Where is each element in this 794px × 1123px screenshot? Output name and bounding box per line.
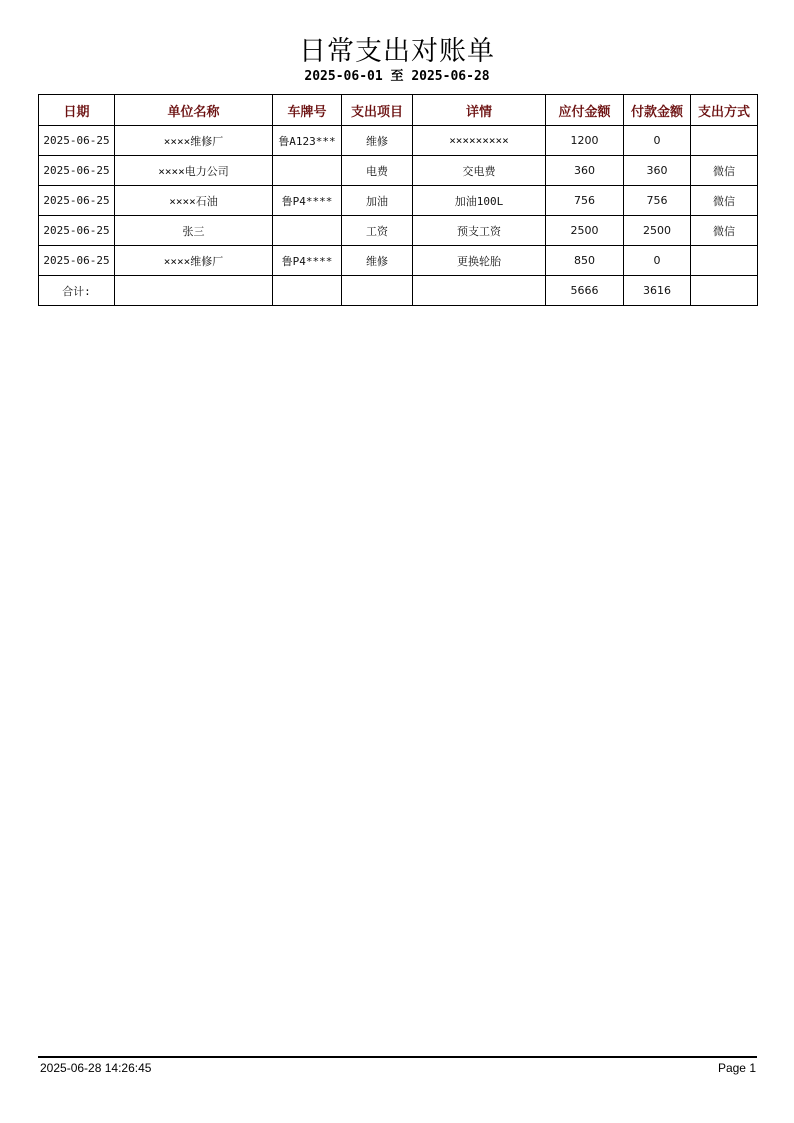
cell-expense-item: 电费	[342, 156, 413, 186]
header-amount-paid: 付款金额	[624, 95, 691, 126]
table-row	[39, 156, 758, 186]
cell-date: 2025-06-25	[39, 126, 115, 156]
cell-amount-due: 756	[546, 186, 624, 216]
total-cell	[115, 276, 273, 306]
total-cell	[691, 276, 758, 306]
total-label: 合计:	[39, 276, 115, 306]
total-amount-paid: 3616	[624, 276, 691, 306]
footer-divider	[38, 1056, 757, 1058]
cell-plate-number: 鲁P4****	[273, 186, 342, 216]
cell-expense-item: 加油	[342, 186, 413, 216]
total-cell	[413, 276, 546, 306]
cell-plate-number: 鲁P4****	[273, 246, 342, 276]
cell-plate-number	[273, 156, 342, 186]
cell-amount-paid: 0	[624, 126, 691, 156]
cell-payment-method: 微信	[691, 156, 758, 186]
total-amount-due: 5666	[546, 276, 624, 306]
cell-amount-paid: 0	[624, 246, 691, 276]
cell-date: 2025-06-25	[39, 186, 115, 216]
expense-table	[38, 94, 758, 306]
total-cell	[273, 276, 342, 306]
cell-payment-method	[691, 246, 758, 276]
header-plate-number: 车牌号	[273, 95, 342, 126]
total-row	[39, 276, 758, 306]
report-title: 日常支出对账单	[299, 36, 495, 67]
table-header-row	[39, 95, 758, 126]
header-expense-item: 支出项目	[342, 95, 413, 126]
cell-amount-due: 360	[546, 156, 624, 186]
table-row	[39, 216, 758, 246]
cell-amount-due: 1200	[546, 126, 624, 156]
cell-amount-due: 2500	[546, 216, 624, 246]
cell-details: ×××××××××	[413, 126, 546, 156]
report-date-range: 2025-06-01 至 2025-06-28	[304, 69, 490, 84]
cell-amount-paid: 2500	[624, 216, 691, 246]
cell-details: 更换轮胎	[413, 246, 546, 276]
cell-date: 2025-06-25	[39, 216, 115, 246]
cell-plate-number	[273, 216, 342, 246]
cell-payment-method: 微信	[691, 186, 758, 216]
table-row	[39, 186, 758, 216]
footer-timestamp: 2025-06-28 14:26:45	[40, 1061, 152, 1075]
footer-page-number: Page 1	[717, 1061, 756, 1075]
cell-details: 交电费	[413, 156, 546, 186]
header-date: 日期	[39, 95, 115, 126]
cell-unit-name: ××××电力公司	[115, 156, 273, 186]
cell-details: 加油100L	[413, 186, 546, 216]
cell-date: 2025-06-25	[39, 246, 115, 276]
table-row	[39, 246, 758, 276]
header-amount-due: 应付金额	[546, 95, 624, 126]
cell-unit-name: ××××维修厂	[115, 246, 273, 276]
header-payment-method: 支出方式	[691, 95, 758, 126]
cell-unit-name: 张三	[115, 216, 273, 246]
cell-expense-item: 工资	[342, 216, 413, 246]
cell-unit-name: ××××石油	[115, 186, 273, 216]
cell-date: 2025-06-25	[39, 156, 115, 186]
cell-unit-name: ××××维修厂	[115, 126, 273, 156]
cell-payment-method: 微信	[691, 216, 758, 246]
cell-expense-item: 维修	[342, 246, 413, 276]
cell-plate-number: 鲁A123***	[273, 126, 342, 156]
cell-amount-paid: 756	[624, 186, 691, 216]
table-row	[39, 126, 758, 156]
header-unit-name: 单位名称	[115, 95, 273, 126]
header-details: 详情	[413, 95, 546, 126]
cell-amount-due: 850	[546, 246, 624, 276]
cell-amount-paid: 360	[624, 156, 691, 186]
cell-details: 预支工资	[413, 216, 546, 246]
cell-expense-item: 维修	[342, 126, 413, 156]
cell-payment-method	[691, 126, 758, 156]
total-cell	[342, 276, 413, 306]
